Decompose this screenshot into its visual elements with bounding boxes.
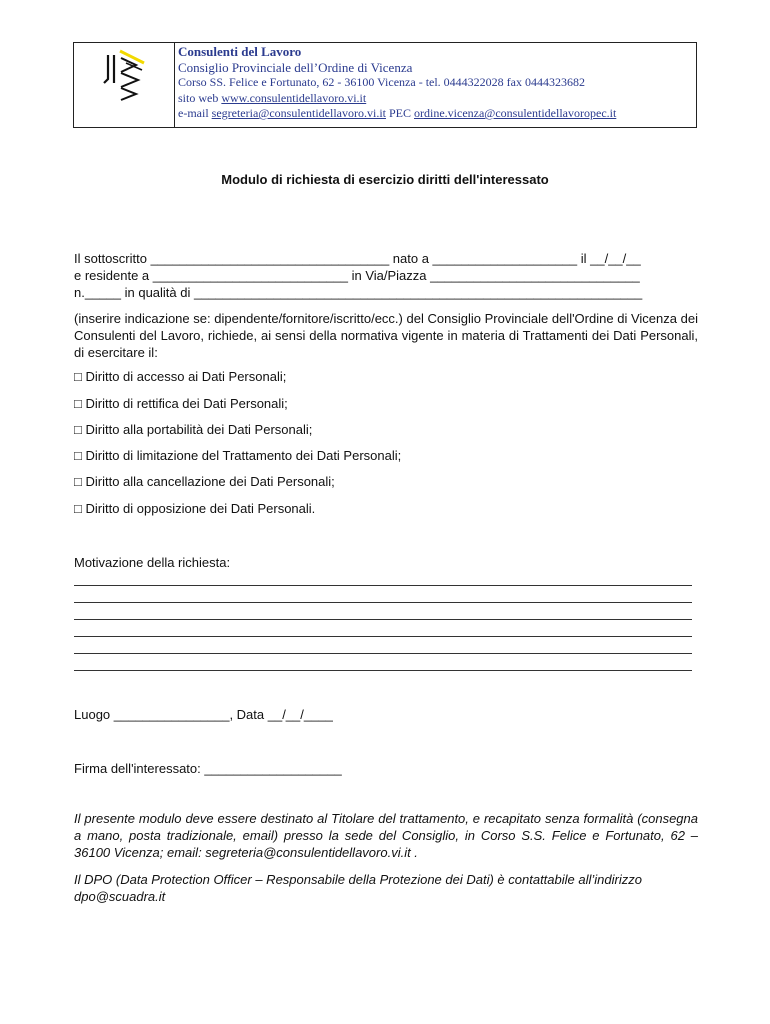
email-link[interactable]: segreteria@consulentidellavoro.vi.it — [211, 106, 386, 120]
option-erasure[interactable] — [74, 474, 335, 489]
motivation-line[interactable] — [74, 586, 692, 603]
letterhead — [73, 42, 697, 128]
checkbox-icon[interactable]: □ — [74, 396, 82, 411]
option-label: Diritto di opposizione dei Dati Personali. — [85, 501, 316, 516]
form-title: Modulo di richiesta di esercizio diritti dell'interessato — [221, 172, 549, 187]
intro-paragraph: (inserire indicazione se: dipendente/fornitore/iscritto/ecc.) del Consiglio Provinciale dell'Ordine di Vicenza dei Consulenti del Lavoro, richiede, ai sensi della normativa vigente in materia di Trattamenti dei Dati Personali, di esercitare il: — [74, 311, 698, 360]
field-line-residence: e residente a ___________________________ in Via/Piazza _____________________________ — [74, 268, 640, 283]
motivation-line[interactable] — [74, 637, 692, 654]
dpo-note: Il DPO (Data Protection Officer – Responsabile della Protezione dei Dati) è contattabile all’indirizzo dpo@scuadra.it — [74, 872, 642, 904]
motivation-label: Motivazione della richiesta: — [74, 555, 231, 570]
web-row — [178, 91, 616, 107]
option-objection[interactable] — [74, 501, 315, 516]
motivation-line[interactable] — [74, 620, 692, 637]
letterhead-info — [175, 43, 616, 127]
option-access[interactable] — [74, 369, 286, 384]
motivation-line[interactable] — [74, 654, 692, 671]
field-line-name-birth: Il sottoscritto _________________________________ nato a ____________________ il __/__/__ — [74, 251, 641, 266]
org-title: Consulenti del Lavoro — [178, 44, 302, 59]
option-label: Diritto di rettifica dei Dati Personali; — [85, 396, 288, 411]
org-subtitle: Consiglio Provinciale dell’Ordine di Vicenza — [178, 59, 413, 75]
signature-field: Firma dell'interessato: ___________________ — [74, 761, 342, 776]
email-row — [178, 106, 616, 122]
option-label: Diritto alla cancellazione dei Dati Personali; — [85, 474, 335, 489]
option-rectification[interactable] — [74, 396, 288, 411]
motivation-line[interactable] — [74, 569, 692, 586]
option-portability[interactable] — [74, 422, 312, 437]
personal-data-fields — [74, 250, 698, 301]
email-label: e-mail — [178, 106, 209, 120]
web-link[interactable]: www.consulentidellavoro.vi.it — [221, 90, 367, 105]
motivation-line[interactable] — [74, 603, 692, 620]
checkbox-icon[interactable]: □ — [74, 369, 82, 384]
pec-label: PEC — [388, 106, 411, 120]
place-date-field: Luogo ________________, Data __/__/____ — [74, 707, 333, 722]
motivation-lines[interactable] — [74, 569, 692, 671]
checkbox-icon[interactable]: □ — [74, 422, 82, 437]
option-label: Diritto alla portabilità dei Dati Personali; — [85, 422, 313, 437]
option-label: Diritto di limitazione del Trattamento dei Dati Personali; — [85, 448, 402, 463]
logo-cell — [74, 43, 175, 127]
checkbox-icon[interactable]: □ — [74, 448, 82, 463]
option-limitation[interactable] — [74, 448, 401, 463]
org-address: Corso SS. Felice e Fortunato, 62 - 36100 Vicenza - tel. 0444322028 fax 0444323682 — [178, 75, 586, 89]
delivery-note: Il presente modulo deve essere destinato al Titolare del trattamento, e recapitato senza formalità (consegna a mano, posta tradizionale, email) presso la sede del Consiglio, in Corso S.S. Felice e Fortunato, 62 – 36100 Vicenza; email: segreteria@consulentidellavoro.vi.it . — [74, 811, 698, 860]
pec-link[interactable]: ordine.vicenza@consulentidellavoropec.it — [414, 106, 617, 120]
option-label: Diritto di accesso ai Dati Personali; — [85, 369, 287, 384]
stylized-CL-logo-icon — [74, 43, 174, 127]
field-line-role: n._____ in qualità di ______________________________________________________________ — [74, 285, 643, 300]
checkbox-icon[interactable]: □ — [74, 501, 82, 516]
web-label: sito web — [178, 90, 219, 105]
checkbox-icon[interactable]: □ — [74, 474, 82, 489]
